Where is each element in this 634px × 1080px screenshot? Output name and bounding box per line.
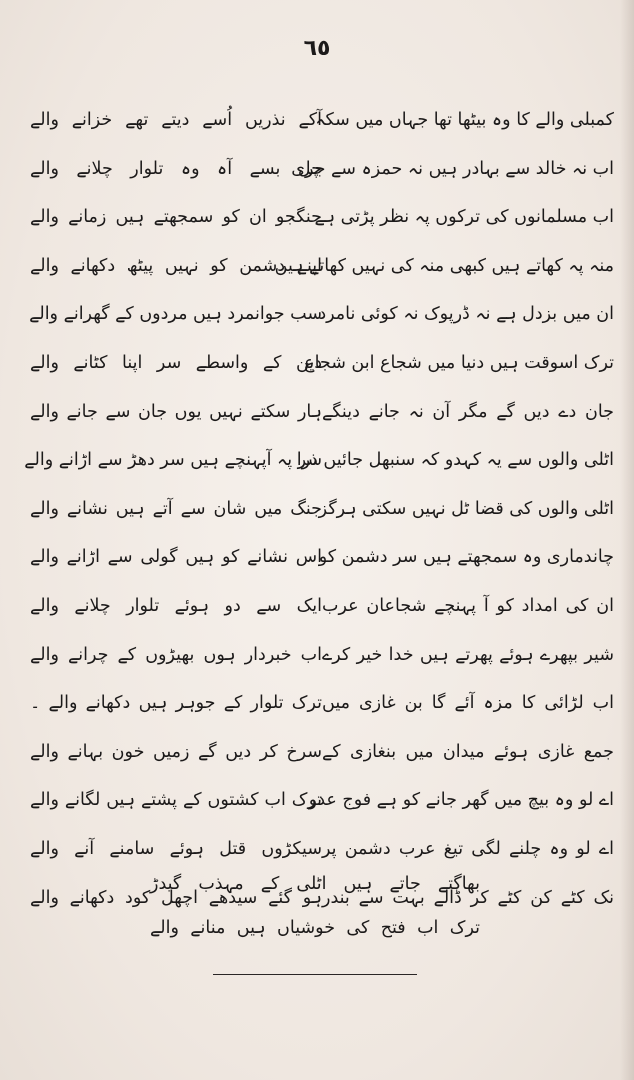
verse-line: چل بسے آہ وہ تلوار چلانے والے	[30, 158, 322, 179]
verse-line: اے لو وہ چلنے لگی تیغ عرب دشمن پر	[322, 838, 614, 859]
verse-line: دین کے واسطے سر اپنا کٹانے والے	[30, 352, 322, 373]
verse-line: اب مسلمانوں کی ترکوں پہ نظر پڑتی ہے	[314, 207, 614, 228]
verse-line: اٹلی والوں کی قضا ٹل نہیں سکتی ہرگز	[318, 498, 614, 519]
verse-line: منہ پہ کھاتے ہیں کبھی منہ کی نہیں کھاتے ہیں	[274, 255, 614, 276]
verse-line: جمع غازی ہوئے میدان میں بنغازی کے	[322, 741, 614, 762]
verse-line: اپنے دشمن کو نہیں پیٹھ دکھانے والے	[30, 255, 322, 276]
verse-line: سیکڑوں قتل ہوئے سامنے آنے والے	[30, 838, 322, 859]
verse-line: چاندماری وہ سمجھتے ہیں سر دشمن کو	[318, 547, 614, 568]
verse-line: اب خبردار ہوں بھیڑوں کے چرانے والے	[30, 644, 322, 665]
verse-line: سرخ کر دیں گے زمیں خون بہانے والے	[30, 741, 322, 762]
verse-line: ترک اسوقت ہیں دنیا میں شجاع ابن شجاع	[304, 352, 614, 373]
verse-line: آکے نذریں اُسے دیتے تھے خزانے والے	[30, 110, 322, 130]
closing-verse-line: بھاگتے جاتے ہیں اٹلی کے مہذب گیدڑ	[150, 874, 480, 894]
verse-line: نک کٹے کن کٹے کر ڈالے بہت سے بندر	[322, 887, 614, 908]
verse-line: ترک تلوار کے جوہر ہیں دکھانے والے ۔	[30, 693, 322, 714]
page-number: ٦٥	[303, 36, 331, 61]
left-column	[24, 96, 322, 922]
verse-line: ہار سکتے نہیں یوں جان سے جانے والے	[30, 401, 322, 422]
verse-line: کمبلی والے کا وہ بیٹھا تھا جہاں میں سکہ	[315, 110, 614, 130]
verse-line: سر پہ آپہنچے ہیں سر دھڑ سے اڑانے والے	[24, 450, 322, 471]
verse-line: اب لڑائی کا مزہ آئے گا بن غازی میں	[322, 693, 614, 714]
verse-line: شیر بپھرے ہوئے پھرتے ہیں خدا خیر کرے	[322, 644, 614, 665]
verse-line: ہو گئے سیدھے اچھل کود دکھانے والے	[30, 887, 322, 908]
end-divider	[213, 974, 417, 975]
verse-line: ایک سے دو ہوئے تلوار چلانے والے	[30, 595, 322, 616]
closing-verse-line: ترک اب فتح کی خوشیاں ہیں منانے والے	[150, 918, 480, 938]
verse-line: اس نشانے کو ہیں گولی سے اڑانے والے	[30, 547, 322, 568]
verse-line: ان میں بزدل ہے نہ ڈرپوک نہ کوئی نامرد	[318, 304, 614, 325]
verse-line: اب نہ خالد سے بہادر ہیں نہ حمزہ سے جری	[291, 158, 614, 179]
verse-line: جان دے دیں گے مگر آن نہ جانے دینگے	[322, 401, 614, 422]
verse-line: اے لو وہ بیچ میں گھر جانے کو ہے فوج عدو	[308, 790, 614, 811]
verse-line: جنگجو ان کو سمجھتے ہیں زمانے والے	[30, 207, 322, 228]
verse-line: ترک اب کشتوں کے پشتے ہیں لگانے والے	[30, 790, 322, 811]
verse-line: جنگ میں شان سے آتے ہیں نشانے والے	[30, 498, 322, 519]
verse-line: اٹلی والوں سے یہ کہدو کہ سنبھل جائیں ذرا	[296, 450, 614, 471]
verse-line: سب جوانمرد ہیں مردوں کے گھرانے والے	[29, 304, 322, 325]
verse-line: ان کی امداد کو آ پہنچے شجاعان عرب	[322, 595, 614, 616]
closing-verse	[150, 862, 480, 950]
page-edge-shadow	[620, 0, 634, 1080]
